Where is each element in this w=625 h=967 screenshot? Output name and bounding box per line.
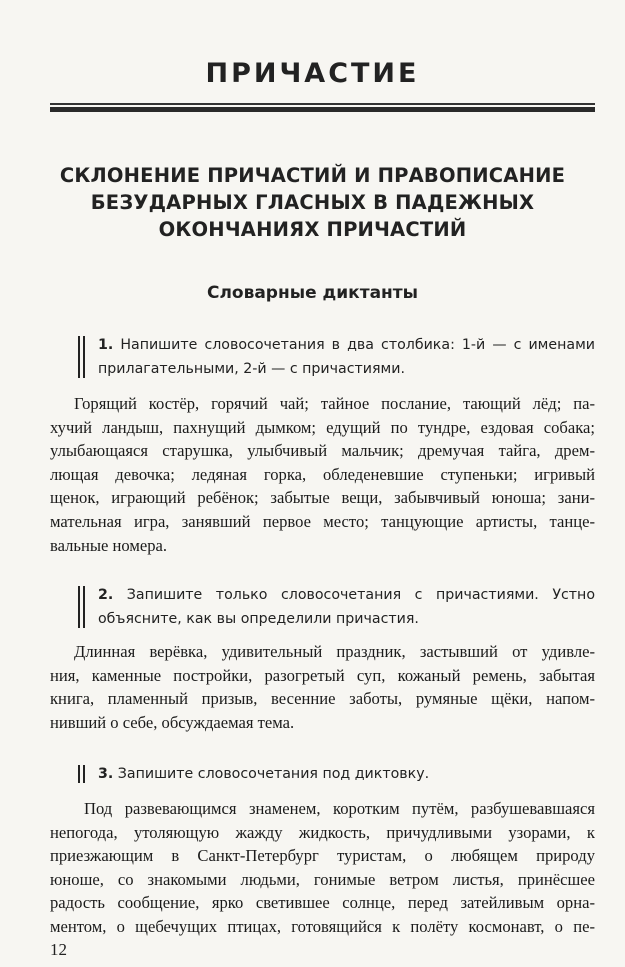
text-line: вальные номера. [50, 535, 168, 555]
title-rule-thick [50, 107, 595, 112]
task-marker-bar [78, 586, 85, 628]
task-number: 3. [98, 766, 114, 782]
task-instruction-line: прилагательными, 2-й — с причастиями. [98, 361, 405, 377]
task-1-word-list [50, 392, 595, 557]
task-instruction-line: объясните, как вы определили причастия. [98, 611, 419, 627]
text-line: мательная игра, занявший первое место; танцующие артисты, танце- [50, 511, 595, 531]
title-rule-thin [50, 103, 595, 105]
task-number: 1. [98, 337, 114, 353]
page-number: 12 [50, 940, 67, 959]
text-line: лющая девочка; ледяная горка, обледеневшие ступеньки; игривый [50, 464, 595, 484]
section-heading-line: ОКОНЧАНИЯХ ПРИЧАСТИЙ [158, 218, 467, 241]
task-instruction-line: Запишите словосочетания под диктовку. [117, 766, 430, 782]
text-line: ния, каменные постройки, разогретый суп, кожаный ремень, забытая [50, 665, 595, 685]
text-line: Под развевающимся знаменем, коротким путём, разбушевавшаяся [84, 799, 595, 818]
task-instruction-line: Напишите словосочетания в два столбика: 1-й — с именами [120, 337, 595, 353]
task-marker-bar [78, 765, 85, 783]
text-line: Длинная верёвка, удивительный праздник, застывший от удивле- [74, 642, 595, 661]
section-heading-line: СКЛОНЕНИЕ ПРИЧАСТИЙ И ПРАВОПИСАНИЕ [59, 164, 566, 187]
task-3-dictation-text [50, 797, 595, 939]
text-line: радость сообщение, ярко светившее солнце, перед затейливым орна- [50, 893, 595, 913]
task-marker-bar [78, 336, 85, 378]
task-2-word-list [50, 640, 595, 734]
text-line: непогода, утоляющую жажду жидкость, причудливыми узорами, к [50, 822, 595, 842]
text-line: улыбающаяся старушка, улыбчивый мальчик; дремучая тайга, дрем- [50, 441, 595, 461]
task-1-instruction [78, 333, 595, 381]
task-instruction-line: Запишите только словосочетания с причастиями. Устно [126, 587, 595, 603]
subsection-heading: Словарные диктанты [206, 283, 419, 303]
text-line: нивший о себе, обсуждаемая тема. [50, 712, 295, 732]
text-line: приезжающим в Санкт-Петербург туристам, о любящем природу [50, 846, 595, 866]
text-line: хучий ландыш, пахнущий дымком; едущий по тундре, ездовая собака; [50, 417, 595, 437]
section-heading-line: БЕЗУДАРНЫХ ГЛАСНЫХ В ПАДЕЖНЫХ [90, 191, 535, 214]
task-2-instruction [78, 583, 595, 631]
task-number: 2. [98, 587, 114, 603]
text-line: ментом, о щебечущих птицах, готовящийся к полёту космонавт, о пе- [50, 916, 595, 936]
text-line: щенок, играющий ребёнок; забытые вещи, забывчивый юноша; зани- [50, 488, 595, 508]
section-heading [30, 162, 595, 243]
page-title: ПРИЧАСТИЕ [205, 58, 420, 89]
text-line: юноше, со знакомыми людьми, гонимые ветром листья, принёсшее [50, 869, 595, 889]
text-line: книга, пламенный призыв, весенние заботы, румяные щёки, напом- [50, 689, 595, 709]
task-3-instruction [78, 762, 595, 786]
text-line: Горящий костёр, горячий чай; тайное послание, тающий лёд; па- [74, 394, 595, 413]
